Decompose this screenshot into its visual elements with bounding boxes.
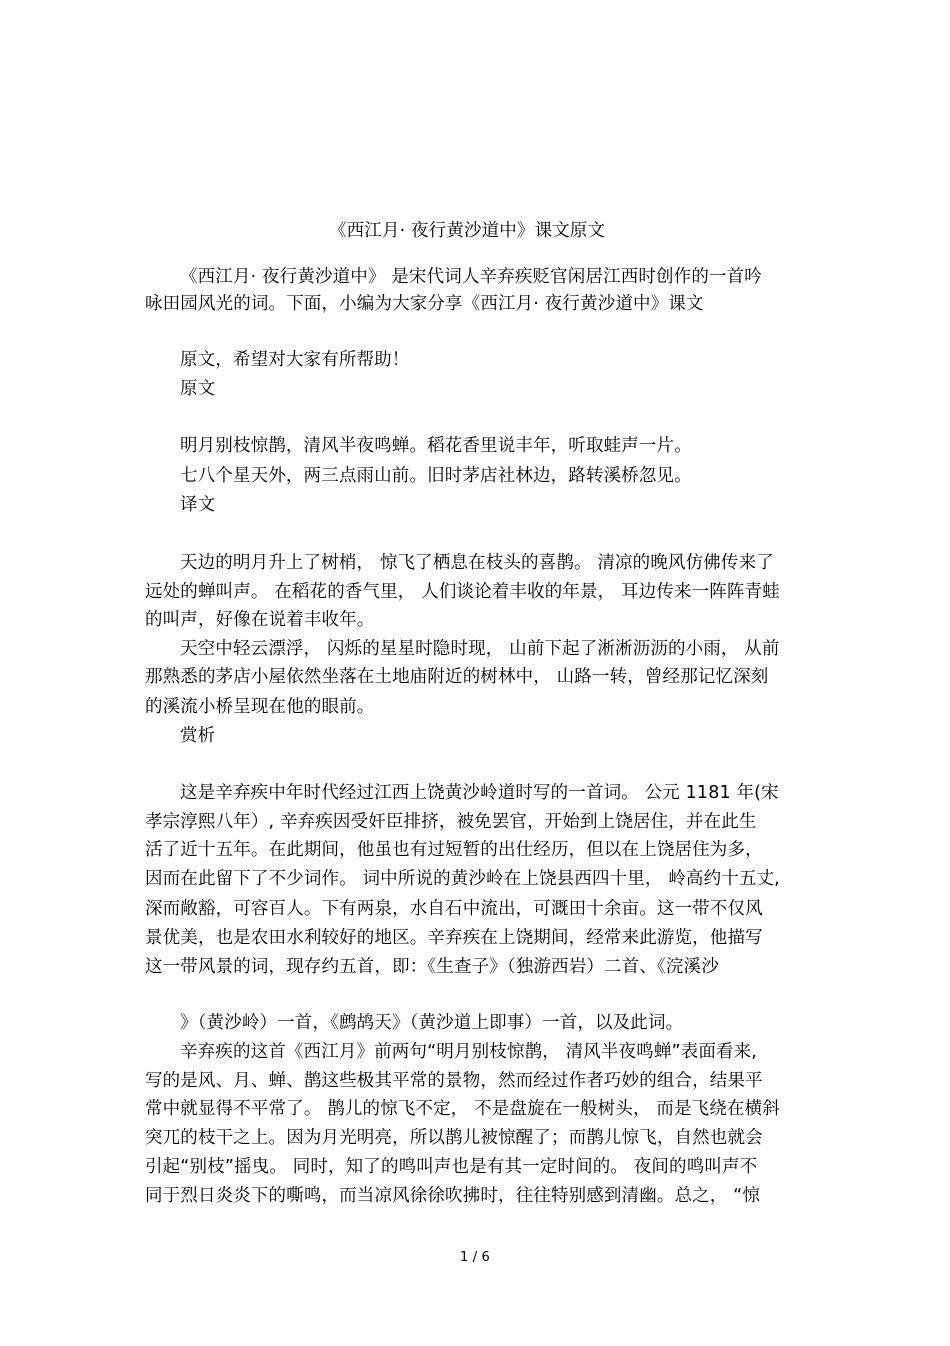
text-line: 辛弃疾的这首《西江月》前两句“明月别枝惊鹊， 清风半夜鸣蝉”表面看来, xyxy=(180,1042,758,1062)
text-line: 引起“别枝”摇曳。 同时，知了的鸣叫声也是有其一定时间的。 夜间的鸣叫声不 xyxy=(145,1157,758,1177)
page-number: 1 / 6 xyxy=(460,1250,490,1265)
text-line: 突兀的枝干之上。因为月光明亮，所以鹊儿被惊醒了；而鹊儿惊飞，自然也就会 xyxy=(145,1128,763,1148)
text-line: 写的是风、月、蝉、鹊这些极其平常的景物，然而经过作者巧妙的组合，结果平 xyxy=(145,1071,763,1091)
text-line: 常中就显得不平常了。 鹊儿的惊飞不定， 不是盘旋在一般树头， 而是飞绕在横斜 xyxy=(145,1099,780,1119)
text-line: 天边的明月升上了树梢， 惊飞了栖息在枝头的喜鹊。 清凉的晚风仿佛传来了 xyxy=(180,553,774,573)
text-line: 活了近十五年。在此期间，他虽也有过短暂的出仕经历，但以在上饶居住为多， xyxy=(145,840,763,860)
document-title: 《西江月· 夜行黄沙道中》课文原文 xyxy=(329,221,606,241)
text-line: 《西江月· 夜行黄沙道中》 是宋代词人辛弃疾贬官闲居江西时创作的一首吟 xyxy=(180,267,762,287)
text-line: 七八个星天外，两三点雨山前。旧时茅店社林边，路转溪桥忽见。 xyxy=(180,466,692,486)
section-heading: 原文 xyxy=(180,379,216,399)
text-line: 明月别枝惊鹊，清风半夜鸣蝉。稻花香里说丰年，听取蛙声一片。 xyxy=(180,436,692,456)
section-heading: 赏析 xyxy=(180,726,216,746)
text-line: 天空中轻云漂浮， 闪烁的星星时隐时现， 山前下起了淅淅沥沥的小雨， 从前 xyxy=(180,639,780,659)
text-line: 咏田园风光的词。下面，小编为大家分享《西江月· 夜行黄沙道中》课文 xyxy=(145,294,704,314)
text-line: 这一带风景的词，现存约五首，即：《生查子》（独游西岩）二首、《浣溪沙 xyxy=(145,957,719,977)
text-line: 深而敞豁，可容百人。下有两泉，水自石中流出，可溉田十余亩。这一带不仅风 xyxy=(145,899,763,919)
text-line: 》（黄沙岭）一首，《鹧鸪天》（黄沙道上即事）一首，以及此词。 xyxy=(180,1013,684,1033)
text-line: 那熟悉的茅店小屋依然坐落在土地庙附近的树林中， 山路一转，曾经那记忆深刻 xyxy=(145,667,769,687)
text-line: 因而在此留下了不少词作。 词中所说的黄沙岭在上饶县西四十里， 岭高约十五丈, xyxy=(145,869,780,889)
text-line: 的叫声，好像在说着丰收年。 xyxy=(145,610,375,630)
text-line: 原文，希望对大家有所帮助！ xyxy=(180,350,410,370)
text-line: 孝宗淳熙八年）, 辛弃疾因受奸臣排挤，被免罢官，开始到上饶居住，并在此生 xyxy=(145,812,757,832)
section-heading: 译文 xyxy=(180,495,216,515)
text-line: 远处的蝉叫声。 在稻花的香气里， 人们谈论着丰收的年景， 耳边传来一阵阵青蛙 xyxy=(145,582,780,602)
text-line: 同于烈日炎炎下的嘶鸣，而当凉风徐徐吹拂时，往往特别感到清幽。总之， “惊 xyxy=(145,1186,761,1206)
text-line: 这是辛弃疾中年时代经过江西上饶黄沙岭道时写的一首词。 公元 1181 年(宋 xyxy=(180,783,779,803)
text-line: 的溪流小桥呈现在他的眼前。 xyxy=(145,697,375,717)
text-line: 景优美，也是农田水利较好的地区。辛弃疾在上饶期间，经常来此游览，他描写 xyxy=(145,928,763,948)
